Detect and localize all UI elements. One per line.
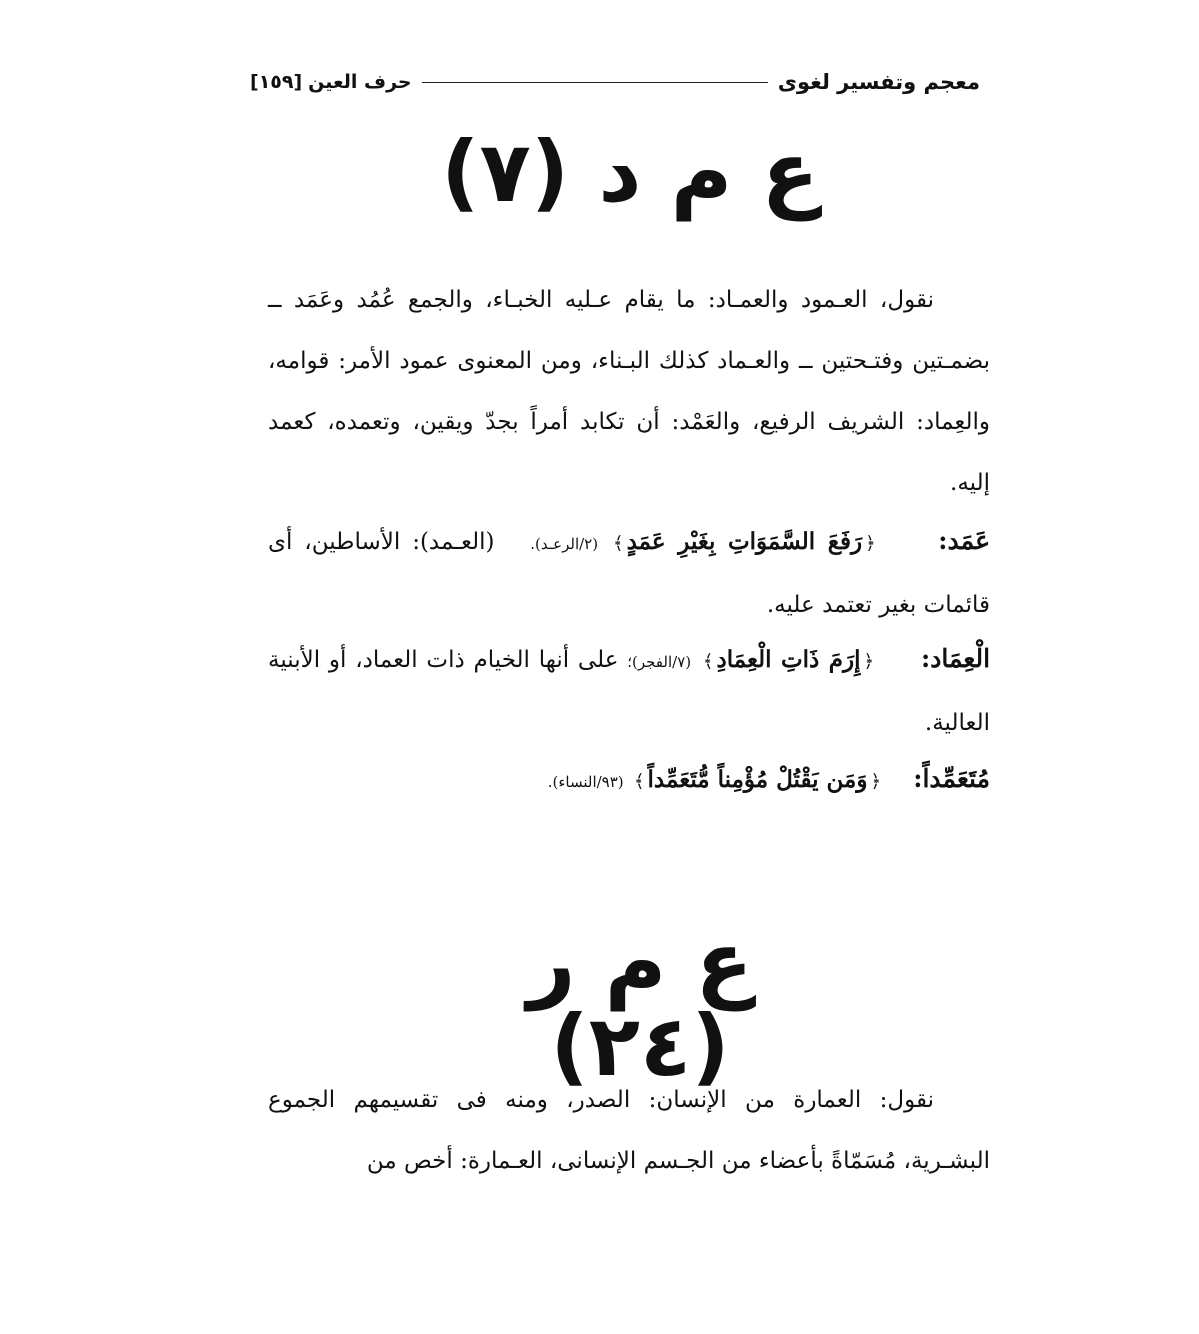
entry-word: عَمَد: <box>938 526 991 555</box>
section-title: ع م د (٧) <box>441 123 819 221</box>
quran-verse: رَفَعَ السَّمَوَاتِ بِغَيْرِ عَمَدٍ <box>626 528 863 555</box>
chapter-name: حرف العين <box>308 71 412 93</box>
quran-verse: إِرَمَ ذَاتِ الْعِمَادِ <box>716 646 861 673</box>
book-title: معجم وتفسير لغوى <box>777 70 980 94</box>
entry-item <box>268 748 990 813</box>
ornament-open: ﴿ <box>865 533 876 554</box>
entry-item <box>268 628 990 754</box>
ornament-open: ﴿ <box>863 651 875 672</box>
entry-item <box>268 510 990 636</box>
section-intro: نقول، العـمود والعمـاد: ما يقام عـليه الخبـاء، والجمع عُمُد وعَمَد ــ بضمـتين وفتـحتين ــ والعـماد كذلك البـناء، ومن المعنوى عمود الأمر: قوامه، والعِماد: الشريف الرفيع، والعَمْد: أن تكابد أمراً بجدّ ويقين، وتعمده، كعمد إليه. <box>268 287 990 496</box>
entry-word: مُتَعَمِّداً: <box>913 764 990 793</box>
entry-explanation: (العـمد): الأساطين، أى قائمات بغير تعتمد عليه. <box>268 529 990 618</box>
header-divider <box>422 82 768 83</box>
section-intro: نقول: العمارة من الإنسان: الصدر، ومنه فى تقسيمهم الجموع البشـرية، مُسَمّاةً بأعضاء من الجـسم الإنسانى، العـمارة: أخص من <box>268 1087 990 1174</box>
quran-verse: وَمَن يَقْتُلْ مُؤْمِناً مُّتَعَمِّداً <box>647 766 868 793</box>
page-number: [١٥٩] <box>250 71 303 93</box>
entry-word: الْعِمَاد: <box>920 644 991 673</box>
ornament-close: ﴾ <box>633 771 645 792</box>
ornament-close: ﴾ <box>702 651 714 672</box>
running-header <box>250 62 980 102</box>
verse-reference: (٢/الرعـد). <box>530 535 599 553</box>
verse-reference: (٧/الفجر)؛ <box>627 653 692 671</box>
ornament-close: ﴾ <box>613 533 624 554</box>
ornament-open: ﴿ <box>870 771 881 792</box>
verse-reference: (٩٣/النساء). <box>547 773 624 791</box>
chapter-label <box>250 71 412 93</box>
section-title: ع م ر (٢٤) <box>527 913 753 1095</box>
entry-explanation: على أنها الخيام ذات العماد، أو الأبنية العالية. <box>268 647 990 736</box>
